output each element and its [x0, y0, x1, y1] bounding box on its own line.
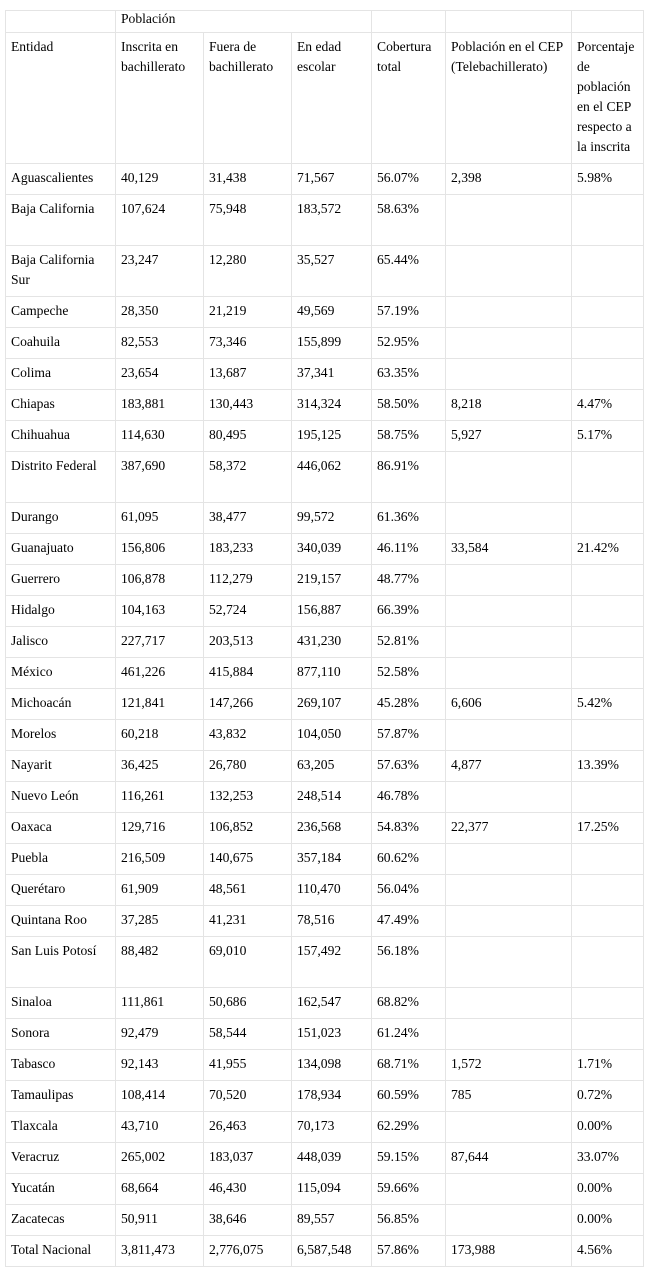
cell-entidad: Total Nacional [6, 1236, 116, 1267]
table-row [6, 875, 644, 906]
cell-edad: 178,934 [292, 1081, 372, 1112]
cell-cobertura: 58.63% [372, 195, 446, 246]
cell-edad: 877,110 [292, 658, 372, 689]
cell-inscrita: 92,143 [116, 1050, 204, 1081]
cell-inscrita: 88,482 [116, 937, 204, 988]
cell-cep [446, 1174, 572, 1205]
cell-fuera: 41,231 [204, 906, 292, 937]
cell-entidad: Guerrero [6, 565, 116, 596]
cell-inscrita: 50,911 [116, 1205, 204, 1236]
cell-inscrita: 60,218 [116, 720, 204, 751]
cell-cep: 5,927 [446, 421, 572, 452]
table-row [6, 988, 644, 1019]
group-header-empty [372, 11, 446, 33]
table-row [6, 689, 644, 720]
cell-edad: 155,899 [292, 328, 372, 359]
cell-cobertura: 54.83% [372, 813, 446, 844]
cell-porcentaje: 33.07% [572, 1143, 644, 1174]
col-header-fuera: Fuera de bachillerato [204, 33, 292, 164]
cell-fuera: 21,219 [204, 297, 292, 328]
table-row [6, 452, 644, 503]
cell-inscrita: 108,414 [116, 1081, 204, 1112]
cell-cep [446, 359, 572, 390]
cell-edad: 49,569 [292, 297, 372, 328]
cell-entidad: Yucatán [6, 1174, 116, 1205]
table-row [6, 1081, 644, 1112]
cell-entidad: San Luis Potosí [6, 937, 116, 988]
cell-edad: 70,173 [292, 1112, 372, 1143]
cell-cep: 33,584 [446, 534, 572, 565]
cell-porcentaje [572, 627, 644, 658]
cell-inscrita: 106,878 [116, 565, 204, 596]
table-row [6, 751, 644, 782]
col-header-edad: En edad escolar [292, 33, 372, 164]
cell-porcentaje: 1.71% [572, 1050, 644, 1081]
cell-fuera: 58,372 [204, 452, 292, 503]
cell-porcentaje [572, 452, 644, 503]
cell-cep: 6,606 [446, 689, 572, 720]
cell-edad: 357,184 [292, 844, 372, 875]
cell-inscrita: 156,806 [116, 534, 204, 565]
cell-cep [446, 937, 572, 988]
table-row [6, 813, 644, 844]
table-row [6, 658, 644, 689]
group-header-row [6, 11, 644, 33]
cell-entidad: Baja California [6, 195, 116, 246]
col-header-cep: Población en el CEP (Telebachillerato) [446, 33, 572, 164]
cell-edad: 248,514 [292, 782, 372, 813]
cell-entidad: México [6, 658, 116, 689]
cell-cep [446, 195, 572, 246]
cell-inscrita: 61,095 [116, 503, 204, 534]
cell-cobertura: 52.95% [372, 328, 446, 359]
cell-cep: 8,218 [446, 390, 572, 421]
table-row [6, 1174, 644, 1205]
cell-entidad: Nayarit [6, 751, 116, 782]
cell-inscrita: 61,909 [116, 875, 204, 906]
cell-edad: 134,098 [292, 1050, 372, 1081]
cell-fuera: 69,010 [204, 937, 292, 988]
cell-cep [446, 782, 572, 813]
cell-cobertura: 62.29% [372, 1112, 446, 1143]
cell-inscrita: 265,002 [116, 1143, 204, 1174]
cell-fuera: 2,776,075 [204, 1236, 292, 1267]
cell-porcentaje [572, 596, 644, 627]
cell-entidad: Aguascalientes [6, 164, 116, 195]
cell-edad: 157,492 [292, 937, 372, 988]
cell-entidad: Campeche [6, 297, 116, 328]
cell-porcentaje: 4.56% [572, 1236, 644, 1267]
group-header-empty [446, 11, 572, 33]
cell-porcentaje [572, 906, 644, 937]
cell-entidad: Tabasco [6, 1050, 116, 1081]
cell-edad: 78,516 [292, 906, 372, 937]
cell-entidad: Quintana Roo [6, 906, 116, 937]
cell-entidad: Distrito Federal [6, 452, 116, 503]
table-row [6, 937, 644, 988]
table-row [6, 390, 644, 421]
cell-cep [446, 844, 572, 875]
table-row [6, 246, 644, 297]
cell-cobertura: 59.66% [372, 1174, 446, 1205]
table-row [6, 782, 644, 813]
table-row [6, 906, 644, 937]
cell-porcentaje [572, 565, 644, 596]
cell-inscrita: 43,710 [116, 1112, 204, 1143]
cell-cobertura: 61.24% [372, 1019, 446, 1050]
cell-cobertura: 45.28% [372, 689, 446, 720]
cell-cep [446, 720, 572, 751]
cell-cobertura: 86.91% [372, 452, 446, 503]
cell-entidad: Michoacán [6, 689, 116, 720]
cell-porcentaje: 13.39% [572, 751, 644, 782]
cell-edad: 89,557 [292, 1205, 372, 1236]
cell-entidad: Durango [6, 503, 116, 534]
cell-fuera: 80,495 [204, 421, 292, 452]
cell-fuera: 41,955 [204, 1050, 292, 1081]
cell-edad: 219,157 [292, 565, 372, 596]
table-row [6, 1050, 644, 1081]
cell-fuera: 73,346 [204, 328, 292, 359]
cell-fuera: 38,646 [204, 1205, 292, 1236]
cell-fuera: 140,675 [204, 844, 292, 875]
cell-cobertura: 61.36% [372, 503, 446, 534]
cell-cobertura: 57.87% [372, 720, 446, 751]
cell-edad: 6,587,548 [292, 1236, 372, 1267]
cell-porcentaje [572, 246, 644, 297]
table-row [6, 503, 644, 534]
cell-inscrita: 111,861 [116, 988, 204, 1019]
cell-entidad: Oaxaca [6, 813, 116, 844]
cell-porcentaje: 5.17% [572, 421, 644, 452]
cell-entidad: Sinaloa [6, 988, 116, 1019]
cell-fuera: 43,832 [204, 720, 292, 751]
cell-inscrita: 82,553 [116, 328, 204, 359]
table-row [6, 596, 644, 627]
table-row [6, 1112, 644, 1143]
cell-entidad: Querétaro [6, 875, 116, 906]
cell-edad: 63,205 [292, 751, 372, 782]
cell-inscrita: 183,881 [116, 390, 204, 421]
cell-cep [446, 627, 572, 658]
table-row [6, 1019, 644, 1050]
cell-inscrita: 387,690 [116, 452, 204, 503]
cell-cobertura: 65.44% [372, 246, 446, 297]
cell-porcentaje: 0.00% [572, 1174, 644, 1205]
cell-entidad: Nuevo León [6, 782, 116, 813]
cell-edad: 156,887 [292, 596, 372, 627]
cell-cobertura: 52.81% [372, 627, 446, 658]
cell-porcentaje [572, 988, 644, 1019]
cell-cep [446, 565, 572, 596]
cell-cep [446, 297, 572, 328]
cell-porcentaje [572, 875, 644, 906]
cell-inscrita: 23,654 [116, 359, 204, 390]
cell-cep [446, 1112, 572, 1143]
cell-porcentaje [572, 844, 644, 875]
cell-fuera: 26,780 [204, 751, 292, 782]
cell-inscrita: 107,624 [116, 195, 204, 246]
cell-cep: 2,398 [446, 164, 572, 195]
cell-fuera: 112,279 [204, 565, 292, 596]
cell-fuera: 12,280 [204, 246, 292, 297]
cell-fuera: 26,463 [204, 1112, 292, 1143]
cell-inscrita: 216,509 [116, 844, 204, 875]
col-header-entidad: Entidad [6, 33, 116, 164]
cell-inscrita: 114,630 [116, 421, 204, 452]
cell-entidad: Guanajuato [6, 534, 116, 565]
cell-fuera: 46,430 [204, 1174, 292, 1205]
cell-fuera: 52,724 [204, 596, 292, 627]
group-header-empty [6, 11, 116, 33]
table-row [6, 359, 644, 390]
cell-inscrita: 37,285 [116, 906, 204, 937]
cell-porcentaje: 0.72% [572, 1081, 644, 1112]
table-row [6, 195, 644, 246]
cell-fuera: 147,266 [204, 689, 292, 720]
cell-cobertura: 68.71% [372, 1050, 446, 1081]
cell-inscrita: 121,841 [116, 689, 204, 720]
cell-porcentaje: 4.47% [572, 390, 644, 421]
cell-edad: 115,094 [292, 1174, 372, 1205]
cell-edad: 269,107 [292, 689, 372, 720]
cell-fuera: 13,687 [204, 359, 292, 390]
cell-inscrita: 129,716 [116, 813, 204, 844]
cell-cobertura: 59.15% [372, 1143, 446, 1174]
cell-cep: 1,572 [446, 1050, 572, 1081]
cell-entidad: Veracruz [6, 1143, 116, 1174]
table-row [6, 844, 644, 875]
cell-fuera: 75,948 [204, 195, 292, 246]
cell-entidad: Colima [6, 359, 116, 390]
cell-entidad: Puebla [6, 844, 116, 875]
cell-edad: 110,470 [292, 875, 372, 906]
cell-entidad: Tlaxcala [6, 1112, 116, 1143]
cell-edad: 314,324 [292, 390, 372, 421]
cell-porcentaje [572, 658, 644, 689]
table-row [6, 720, 644, 751]
cell-cep: 785 [446, 1081, 572, 1112]
cell-fuera: 106,852 [204, 813, 292, 844]
cell-porcentaje [572, 937, 644, 988]
table-row [6, 297, 644, 328]
cell-entidad: Chiapas [6, 390, 116, 421]
cell-cobertura: 57.19% [372, 297, 446, 328]
cell-edad: 446,062 [292, 452, 372, 503]
cell-edad: 37,341 [292, 359, 372, 390]
cell-cep: 4,877 [446, 751, 572, 782]
col-header-inscrita: Inscrita en bachillerato [116, 33, 204, 164]
cell-cobertura: 56.04% [372, 875, 446, 906]
cell-inscrita: 116,261 [116, 782, 204, 813]
cell-edad: 99,572 [292, 503, 372, 534]
cell-cep [446, 875, 572, 906]
table-row [6, 1205, 644, 1236]
cell-edad: 151,023 [292, 1019, 372, 1050]
cell-cep [446, 1019, 572, 1050]
cell-cobertura: 47.49% [372, 906, 446, 937]
cell-cobertura: 56.85% [372, 1205, 446, 1236]
cell-cep [446, 452, 572, 503]
cell-edad: 35,527 [292, 246, 372, 297]
cell-cep: 173,988 [446, 1236, 572, 1267]
cell-inscrita: 227,717 [116, 627, 204, 658]
table-row [6, 565, 644, 596]
cell-fuera: 48,561 [204, 875, 292, 906]
cell-cobertura: 57.63% [372, 751, 446, 782]
cell-inscrita: 23,247 [116, 246, 204, 297]
cell-inscrita: 28,350 [116, 297, 204, 328]
cell-porcentaje [572, 328, 644, 359]
cell-fuera: 38,477 [204, 503, 292, 534]
col-header-porcentaje: Porcentaje de población en el CEP respecto a la inscrita [572, 33, 644, 164]
cell-cep [446, 906, 572, 937]
cell-inscrita: 40,129 [116, 164, 204, 195]
cell-edad: 195,125 [292, 421, 372, 452]
table-row [6, 534, 644, 565]
cell-fuera: 50,686 [204, 988, 292, 1019]
cell-fuera: 58,544 [204, 1019, 292, 1050]
cell-edad: 340,039 [292, 534, 372, 565]
cell-porcentaje: 5.42% [572, 689, 644, 720]
cell-edad: 71,567 [292, 164, 372, 195]
cell-fuera: 70,520 [204, 1081, 292, 1112]
cell-fuera: 415,884 [204, 658, 292, 689]
cell-cep [446, 328, 572, 359]
cell-fuera: 31,438 [204, 164, 292, 195]
table-body [6, 164, 644, 1267]
cell-cobertura: 52.58% [372, 658, 446, 689]
cell-cobertura: 57.86% [372, 1236, 446, 1267]
cell-edad: 104,050 [292, 720, 372, 751]
cell-cobertura: 48.77% [372, 565, 446, 596]
cell-porcentaje [572, 782, 644, 813]
cell-inscrita: 3,811,473 [116, 1236, 204, 1267]
cell-cobertura: 56.07% [372, 164, 446, 195]
cell-cobertura: 60.59% [372, 1081, 446, 1112]
cell-cobertura: 63.35% [372, 359, 446, 390]
cell-cobertura: 58.50% [372, 390, 446, 421]
cell-porcentaje [572, 720, 644, 751]
cell-porcentaje [572, 297, 644, 328]
cell-cep [446, 596, 572, 627]
cell-cobertura: 66.39% [372, 596, 446, 627]
cell-inscrita: 36,425 [116, 751, 204, 782]
cell-entidad: Morelos [6, 720, 116, 751]
cell-entidad: Tamaulipas [6, 1081, 116, 1112]
cell-porcentaje: 5.98% [572, 164, 644, 195]
cell-fuera: 132,253 [204, 782, 292, 813]
cell-fuera: 130,443 [204, 390, 292, 421]
cell-cobertura: 68.82% [372, 988, 446, 1019]
cell-cep [446, 1205, 572, 1236]
cell-cobertura: 46.11% [372, 534, 446, 565]
cell-edad: 236,568 [292, 813, 372, 844]
cell-porcentaje [572, 195, 644, 246]
column-header-row [6, 33, 644, 164]
cell-entidad: Baja California Sur [6, 246, 116, 297]
cell-entidad: Hidalgo [6, 596, 116, 627]
cell-cobertura: 56.18% [372, 937, 446, 988]
table-row [6, 1143, 644, 1174]
cell-fuera: 183,233 [204, 534, 292, 565]
cell-cep: 22,377 [446, 813, 572, 844]
cell-inscrita: 461,226 [116, 658, 204, 689]
cell-inscrita: 68,664 [116, 1174, 204, 1205]
cell-entidad: Zacatecas [6, 1205, 116, 1236]
cell-edad: 162,547 [292, 988, 372, 1019]
table-row [6, 627, 644, 658]
group-header-empty [572, 11, 644, 33]
cell-porcentaje: 17.25% [572, 813, 644, 844]
cell-edad: 183,572 [292, 195, 372, 246]
cell-cobertura: 46.78% [372, 782, 446, 813]
cell-entidad: Sonora [6, 1019, 116, 1050]
cell-cobertura: 60.62% [372, 844, 446, 875]
cell-entidad: Chihuahua [6, 421, 116, 452]
cell-cep [446, 246, 572, 297]
cell-entidad: Coahuila [6, 328, 116, 359]
coverage-table [5, 10, 644, 1267]
cell-cep [446, 658, 572, 689]
cell-edad: 448,039 [292, 1143, 372, 1174]
table-row [6, 421, 644, 452]
cell-fuera: 183,037 [204, 1143, 292, 1174]
cell-cep [446, 988, 572, 1019]
cell-porcentaje [572, 503, 644, 534]
cell-porcentaje: 0.00% [572, 1112, 644, 1143]
cell-porcentaje: 0.00% [572, 1205, 644, 1236]
group-header-poblacion: Población [116, 11, 372, 33]
cell-cobertura: 58.75% [372, 421, 446, 452]
col-header-cobertura: Cobertura total [372, 33, 446, 164]
table-row [6, 1236, 644, 1267]
cell-porcentaje [572, 359, 644, 390]
cell-porcentaje: 21.42% [572, 534, 644, 565]
cell-inscrita: 104,163 [116, 596, 204, 627]
cell-entidad: Jalisco [6, 627, 116, 658]
cell-edad: 431,230 [292, 627, 372, 658]
table-row [6, 164, 644, 195]
cell-cep: 87,644 [446, 1143, 572, 1174]
cell-fuera: 203,513 [204, 627, 292, 658]
cell-cep [446, 503, 572, 534]
cell-inscrita: 92,479 [116, 1019, 204, 1050]
cell-porcentaje [572, 1019, 644, 1050]
table-row [6, 328, 644, 359]
